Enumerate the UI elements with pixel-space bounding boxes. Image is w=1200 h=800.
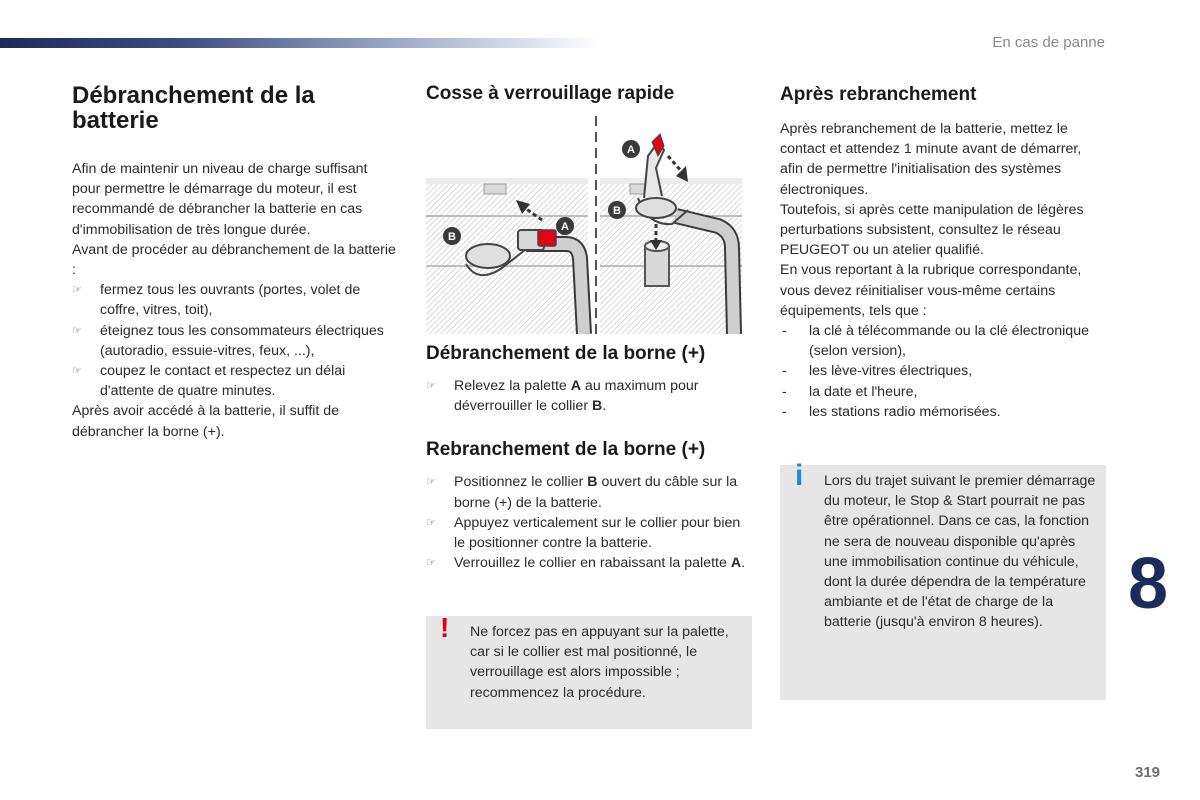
reconnect-paragraph-2: Toutefois, si après cette manipulation de légères perturbations subsistent, consultez le réseau PEUGEOT ou un atelier qualifié. (780, 201, 1084, 259)
column-battery-disconnection (72, 82, 398, 442)
label-b-right: B (613, 205, 621, 217)
section-heading-quick-release: Cosse à verrouillage rapide (426, 83, 675, 104)
chapter-number: 8 (1128, 544, 1169, 624)
list-item: - la clé à télécommande ou la clé électronique (selon version), (782, 323, 1089, 360)
pointer-hand-icon: ☞ (72, 284, 82, 297)
outro-paragraph: Après avoir accédé à la batterie, il suffit de débrancher la borne (+). (72, 403, 340, 440)
list-item: ☞ Appuyez verticalement sur le collier pour bien le positionner contre la batterie. (426, 514, 741, 552)
list-item: ☞ coupez le contact et respectez un délai d'attente de quatre minutes. (72, 363, 346, 400)
warning-box (426, 612, 752, 729)
section-title: En cas de panne (992, 34, 1105, 51)
label-b-left: B (448, 231, 456, 243)
warning-text: Ne forcez pas en appuyant sur la palette, car si le collier est mal positionné, le verrouillage est alors impossible ; recommencez la procédure. (470, 624, 729, 701)
list-item: ☞ Positionnez le collier B ouvert du câble sur la borne (+) de la batterie. (426, 474, 738, 511)
pointer-hand-icon: ☞ (426, 380, 436, 392)
pointer-hand-icon: ☞ (426, 516, 436, 529)
pointer-hand-icon: ☞ (426, 557, 436, 570)
section-heading-replug: Rebranchement de la borne (+) (426, 439, 706, 461)
reconnect-paragraph-3: En vous reportant à la rubrique correspondante, vous devez réinitialiser vous-même certains équipements, tels que : (780, 262, 1082, 319)
battery-terminal-drawing (426, 116, 742, 334)
list-item: - la date et l'heure, (782, 383, 918, 400)
column-quick-release-terminal (426, 82, 752, 573)
pointer-hand-icon: ☞ (426, 476, 436, 489)
label-a-right: A (627, 144, 635, 156)
info-box (780, 459, 1106, 700)
list-item: - les stations radio mémorisées. (782, 403, 1001, 420)
reconnect-paragraph-1: Après rebranchement de la batterie, mettez le contact et attendez 1 minute avant de démarrer, afin de permettre l'initialisation des systèmes électroniques. (780, 121, 1082, 198)
list-item: ☞ éteignez tous les consommateurs électriques (autoradio, essuie-vitres, feux, ...), (72, 322, 384, 359)
list-item: ☞ Relevez la palette A au maximum pour déverrouiller le collier B. (426, 378, 699, 415)
before-disconnect-text: Avant de procéder au débranchement de la batterie : (72, 241, 396, 279)
column-after-reconnection (780, 82, 1106, 422)
terminal-illustration (426, 116, 742, 334)
list-item: ☞ Verrouillez le collier en rabaissant la palette A. (426, 553, 752, 573)
info-icon: i (795, 459, 804, 492)
section-heading-after-reconnect: Après rebranchement (780, 84, 977, 105)
list-item: - les lève-vitres électriques, (782, 363, 973, 380)
preparation-list (72, 280, 398, 401)
intro-paragraph: Afin de maintenir un niveau de charge suffisant pour permettre le démarrage du moteur, il est recommandé de débrancher la batterie en cas d'immobilisation de très longue durée. (72, 161, 368, 238)
label-a-left: A (561, 221, 569, 233)
warning-exclamation-icon: ! (440, 612, 450, 643)
section-heading-unplug: Débranchement de la borne (+) (426, 343, 706, 364)
page-title: Débranchement de la batterie (72, 82, 315, 134)
reset-equipment-list (780, 321, 1106, 422)
pointer-hand-icon: ☞ (72, 365, 82, 378)
list-item: ☞ fermez tous les ouvrants (portes, volet de coffre, vitres, toit), (72, 282, 361, 319)
replug-steps (426, 472, 752, 573)
unplug-steps (426, 376, 752, 416)
pointer-hand-icon: ☞ (72, 324, 82, 337)
info-text: Lors du trajet suivant le premier démarrage du moteur, le Stop & Start pourrait ne pas être opérationnel. Dans ce cas, la fonction ne sera de nouveau disponible qu'après une immobilisation continue du véhicule, dont la durée dépendra de la température ambiante et de l'état de charge de la batterie (jusqu'à environ 8 heures). (824, 473, 1096, 631)
header-gradient-bar (0, 38, 600, 48)
page-number: 319 (1135, 764, 1161, 781)
